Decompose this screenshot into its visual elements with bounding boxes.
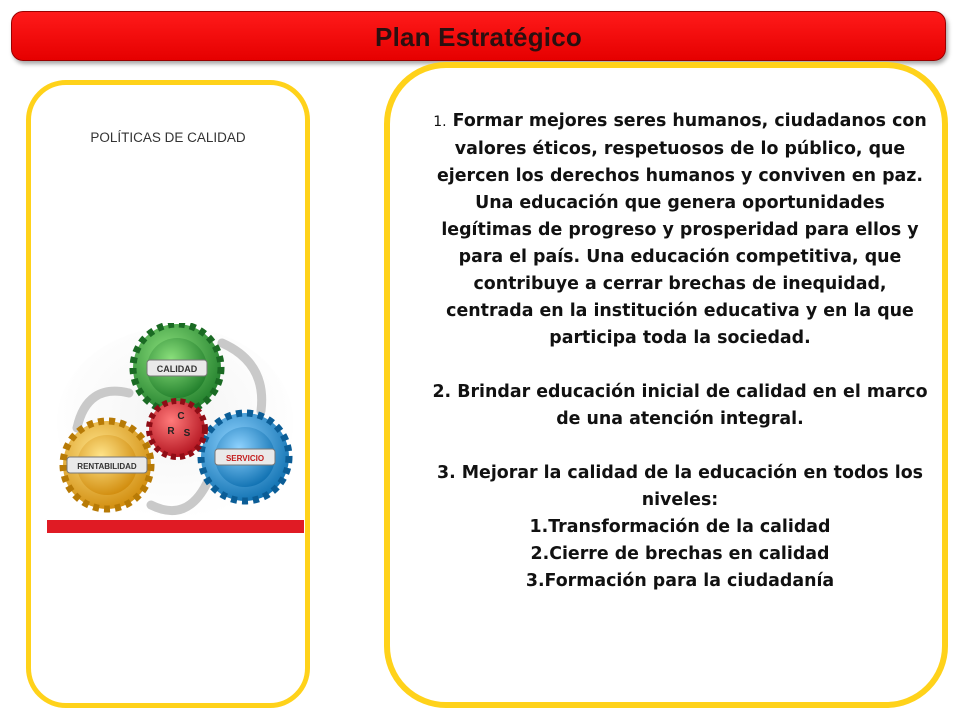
right-panel bbox=[384, 62, 948, 708]
objective-1 bbox=[430, 108, 930, 352]
objective-1-number: 1. bbox=[433, 114, 447, 130]
objective-3-sub-2: 2.Cierre de brechas en calidad bbox=[530, 544, 830, 564]
calidad-label: CALIDAD bbox=[156, 364, 198, 374]
left-panel bbox=[26, 80, 310, 708]
strategic-objectives-text bbox=[430, 108, 930, 595]
objective-1-text: Formar mejores seres humanos, ciudadanos con valores éticos, respetuosos de lo público, que ejercen los derechos humanos y conviven en paz. Una educación que genera oportunidades legítimas de progreso y prosperidad para ellos y para el país. Una educación competitiva, que contribuye a cerrar brechas de inequidad, centrada en la institución educativa y en la que participa toda la sociedad. bbox=[436, 111, 927, 348]
rentabilidad-gear bbox=[63, 421, 151, 509]
center-letter-c: C bbox=[177, 411, 185, 422]
center-letter-r: R bbox=[167, 426, 175, 437]
servicio-gear bbox=[201, 413, 289, 501]
servicio-label: SERVICIO bbox=[225, 454, 265, 463]
crs-center-gear bbox=[149, 401, 205, 457]
page-title: Plan Estratégico bbox=[375, 22, 582, 52]
quality-policies-label: POLÍTICAS DE CALIDAD bbox=[90, 130, 246, 145]
objective-3-sub-1: 1.Transformación de la calidad bbox=[529, 517, 831, 537]
red-base-bar bbox=[47, 520, 304, 533]
calidad-gear bbox=[133, 324, 221, 412]
title-bar bbox=[11, 11, 946, 61]
objective-3-sub-3: 3.Formación para la ciudadanía bbox=[525, 571, 835, 591]
center-letter-s: S bbox=[183, 428, 191, 439]
quality-gears-diagram bbox=[47, 323, 307, 535]
objective-2: 2. Brindar educación inicial de calidad en el marco de una atención integral. bbox=[432, 382, 928, 429]
rentabilidad-label: RENTABILIDAD bbox=[77, 462, 137, 471]
objective-3: 3. Mejorar la calidad de la educación en todos los niveles: bbox=[436, 463, 924, 510]
